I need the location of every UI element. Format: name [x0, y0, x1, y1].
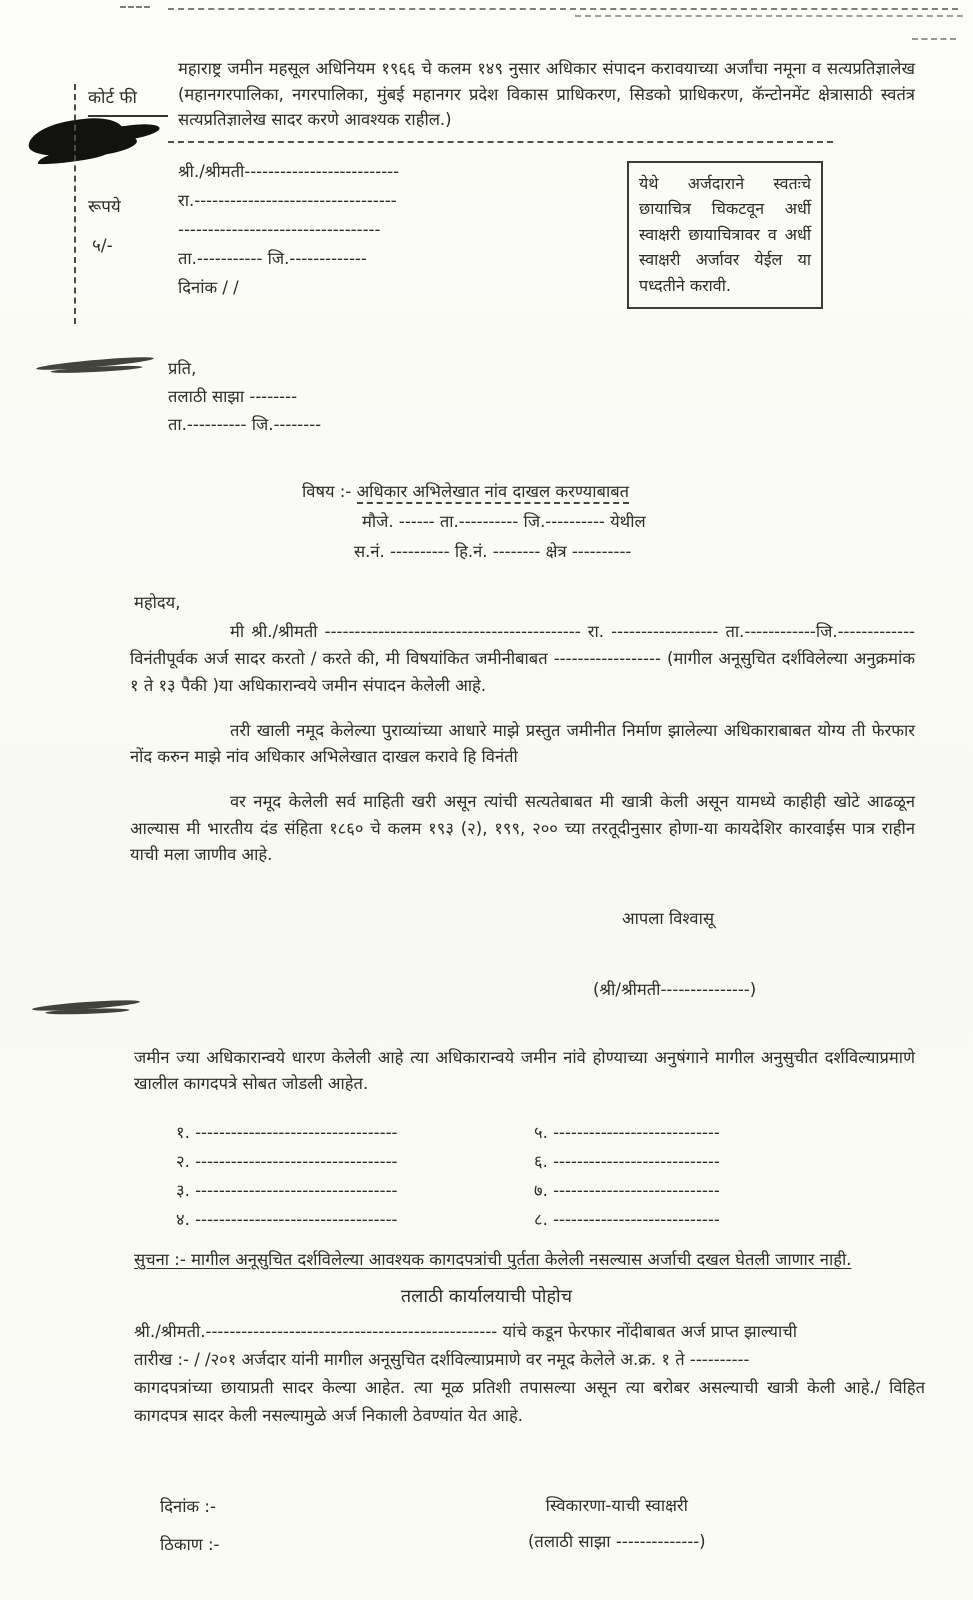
receipt-line1: श्री./श्रीमती.------------------------------------------------- यांचे कडून फेरफार नोंदीबाबत अर्ज प्राप्त झाल्याची — [134, 1321, 798, 1341]
subject-text: अधिकार अभिलेखात नांव दाखल करण्याबाबत — [357, 482, 630, 504]
subject-line — [302, 477, 973, 507]
survey-number-line: स.नं. ---------- हि.नं. -------- क्षेत्र ---------- — [354, 541, 632, 561]
court-fee-amount: ५/- — [92, 236, 113, 256]
documents-column-left — [176, 1118, 506, 1234]
pen-scribble — [36, 355, 154, 372]
talathi-saza-line: (तलाठी साझा --------------) — [528, 1532, 706, 1552]
subject-label: विषय :- — [302, 481, 352, 501]
documents-intro: जमीन ज्या अधिकारान्वये धारण केलेली आहे त्या अधिकारान्वये जमीन नांवे होण्याच्या अनुषंगाने मागील अनुसुचीत दर्शविल्याप्रमाणे खालील कागदपत्रे सोबत जोडली आहेत. — [134, 1047, 915, 1094]
form-title-paragraph: महाराष्ट्र जमीन महसूल अधिनियम १९६६ चे कलम १४९ नुसार अधिकार संपादन करावयाच्या अर्जांचा नमूना व सत्यप्रतिज्ञालेख (महानगरपालिका, नगरपालिका, मुंबई महानगर प्रदेश विकास प्राधिकरण, सिडको प्राधिकरण, कॅन्टोनमेंट क्षेत्रासाठी स्वतंत्र सत्यप्रतिज्ञालेख सादर करणे आवश्यक राहील.) — [178, 59, 915, 130]
applicant-date-line: दिनांक / / — [178, 277, 239, 297]
addressee-block — [168, 355, 973, 439]
scan-artifact-line — [120, 6, 150, 8]
village-line: मौजे. ------ ता.---------- जि.---------- येथील — [362, 511, 646, 531]
applicant-name-line: श्री./श्रीमती-------------------------- — [178, 161, 400, 181]
dashed-separator — [168, 141, 833, 143]
place-label: ठिकाण :- — [160, 1535, 220, 1555]
documents-column-right — [534, 1118, 720, 1234]
applicant-taluka-line: ता.----------- जि.------------- — [178, 248, 367, 268]
list-item: ७. ---------------------------- — [534, 1181, 720, 1201]
addressee-line3: ता.---------- जि.-------- — [168, 414, 322, 434]
addressee-line1: प्रति, — [168, 358, 197, 378]
list-item: ३. ---------------------------------- — [176, 1181, 398, 1201]
closing-signature-line: (श्री/श्रीमती---------------) — [593, 979, 757, 999]
date-label: दिनांक :- — [160, 1497, 216, 1517]
body-paragraph-1: मी श्री./श्रीमती ------------------------------------------- रा. ------------------ ता.------------जि.------------- विनंतीपूर्वक अर्ज सादर करतो / करते की, मी विषयांकित जमीनीबाबत ------------------ (मागील अनूसुचित दर्शविलेल्या अनुक्रमांक १ ते १३ पैकी )या अधिकारान्वये जमीन संपादन केलेली आहे. — [130, 622, 915, 695]
receipt-line2: तारीख :- / /२०१ अर्जदार यांनी मागील अनूसुचित दर्शविल्याप्रमाणे वर नमूद केलेले अ.क्र. १ ते ---------- — [134, 1349, 750, 1369]
list-item: २. ---------------------------------- — [176, 1152, 398, 1172]
receipt-body — [134, 1318, 925, 1430]
documents-list — [0, 1118, 973, 1234]
footer-signature — [528, 1488, 706, 1560]
list-item: ५. ---------------------------- — [534, 1123, 720, 1143]
body-paragraph-3: वर नमूद केलेली सर्व माहिती खरी असून त्यांची सत्यतेबाबत मी खात्री केली असून यामध्ये काहीही खोटे आढळून आल्यास मी भारतीय दंड संहिता १८६० चे कलम १९३ (२), १९९, २०० च्या तरतूदीनुसार होणा-या कायदेशिर कारवाईस पात्र राहीन याची मला जाणीव आहे. — [130, 792, 915, 865]
scan-artifact-line — [575, 15, 963, 17]
notice-line: सुचना :- मागील अनूसुचित दर्शविलेल्या आवश्यक कागदपत्रांची पुर्तता केलेली नसल्यास अर्जाची दखल घेतली जाणार नाही. — [134, 1250, 852, 1270]
photo-instruction-box: येथे अर्जदाराने स्वतःचे छायाचित्र चिकटवून अर्धी स्वाक्षरी छायाचित्रावर व अर्धी स्वाक्षरी अर्जावर येईल या पध्दतीने करावी. — [627, 161, 823, 309]
closing-salutation: आपला विश्वासू — [622, 909, 715, 929]
subject-block — [302, 477, 973, 567]
court-fee-currency: रूपये — [88, 196, 121, 217]
list-item: ४. ---------------------------------- — [176, 1210, 398, 1230]
salutation: महोदय, — [134, 592, 181, 612]
list-item: ६. ---------------------------- — [534, 1152, 720, 1172]
applicant-section — [0, 157, 973, 329]
receiver-signature-label: स्विकारणा-याची स्वाक्षरी — [545, 1496, 688, 1516]
scan-artifact-line — [168, 8, 958, 10]
scan-artifact-line — [912, 38, 956, 40]
applicant-address-line2: ---------------------------------- — [178, 219, 381, 239]
list-item: ८. ---------------------------- — [534, 1210, 720, 1230]
pen-scribble — [32, 998, 140, 1013]
list-item: १. ---------------------------------- — [176, 1123, 398, 1143]
applicant-details — [178, 157, 973, 302]
receipt-line3: कागदपत्रांच्या छायाप्रती सादर केल्या आहेत. त्या मूळ प्रतिशी तपासल्या असून त्या बरोबर असल्याची खात्री केली आहे./ विहित कागदपत्र सादर केली नसल्यामुळे अर्ज निकाली ठेवण्यांत येत आहे. — [134, 1377, 925, 1426]
body-paragraph-2: तरी खाली नमूद केलेल्या पुराव्यांच्या आधारे माझे प्रस्तुत जमीनीत निर्माण झालेल्या अधिकाराबाबत योग्य ती फेरफार नोंद करुन माझे नांव अधिकार अभिलेखात दाखल करावे हि विनंती — [130, 720, 915, 767]
applicant-address-line1: रा.---------------------------------- — [178, 190, 397, 210]
court-fee-title: कोर्ट फी — [88, 86, 168, 117]
addressee-line2: तलाठी साझा -------- — [168, 386, 298, 406]
receipt-heading: तलाठी कार्यालयाची पोहोच — [400, 1285, 573, 1307]
footer-section — [0, 1488, 973, 1564]
